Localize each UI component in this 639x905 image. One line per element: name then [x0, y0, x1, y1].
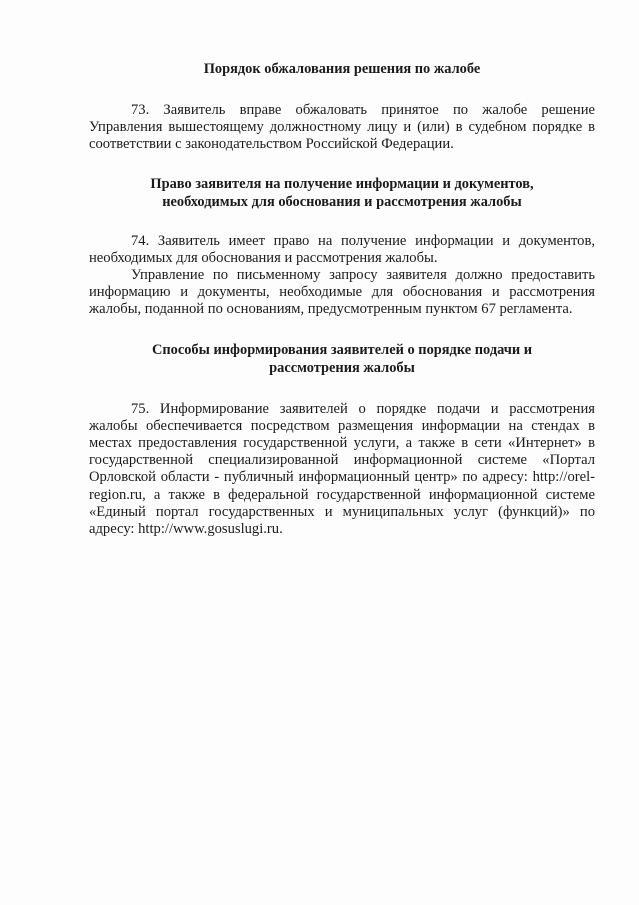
section-title-informing-methods-line1: Способы информирования заявителей о порядке подачи и — [151, 341, 533, 358]
section-title-informing-methods-line2: рассмотрения жалобы — [269, 359, 415, 376]
section-title-information-right — [89, 175, 595, 211]
section-title-informing-methods — [89, 341, 595, 377]
section-title-appeal — [89, 60, 595, 78]
paragraph-75: 75. Информирование заявителей о порядке подачи и рассмотрения жалобы обеспечивается посредством размещения информации на стендах в местах предоставления государственной услуги, а также в сети «Интернет» в государственной специализированной информационной системе «Портал Орловской области - публичный информационный центр» по адресу: http://orel-region.ru, а также в федеральной государственной информационной системе «Единый портал государственных и муниципальных услуг (функций)» по адресу: http://www.gosuslugi.ru. — [89, 400, 595, 538]
section-title-information-right-line2: необходимых для обоснования и рассмотрения жалобы — [162, 193, 522, 210]
paragraph-74-continued: Управление по письменному запросу заявителя должно предоставить информацию и документы, необходимые для обоснования и рассмотрения жалобы, поданной по основаниям, предусмотренным пунктом 67 регламента. — [89, 267, 595, 318]
section-title-appeal-text: Порядок обжалования решения по жалобе — [203, 61, 481, 77]
document-body — [89, 58, 595, 538]
paragraph-73: 73. Заявитель вправе обжаловать принятое по жалобе решение Управления вышестоящему должностному лицу и (или) в судебном порядке в соответствии с законодательством Российской Федерации. — [89, 102, 595, 153]
section-title-information-right-line1: Право заявителя на получение информации и документов, — [150, 175, 534, 192]
paragraph-74: 74. Заявитель имеет право на получение информации и документов, необходимых для обоснования и рассмотрения жалобы. — [89, 232, 595, 266]
